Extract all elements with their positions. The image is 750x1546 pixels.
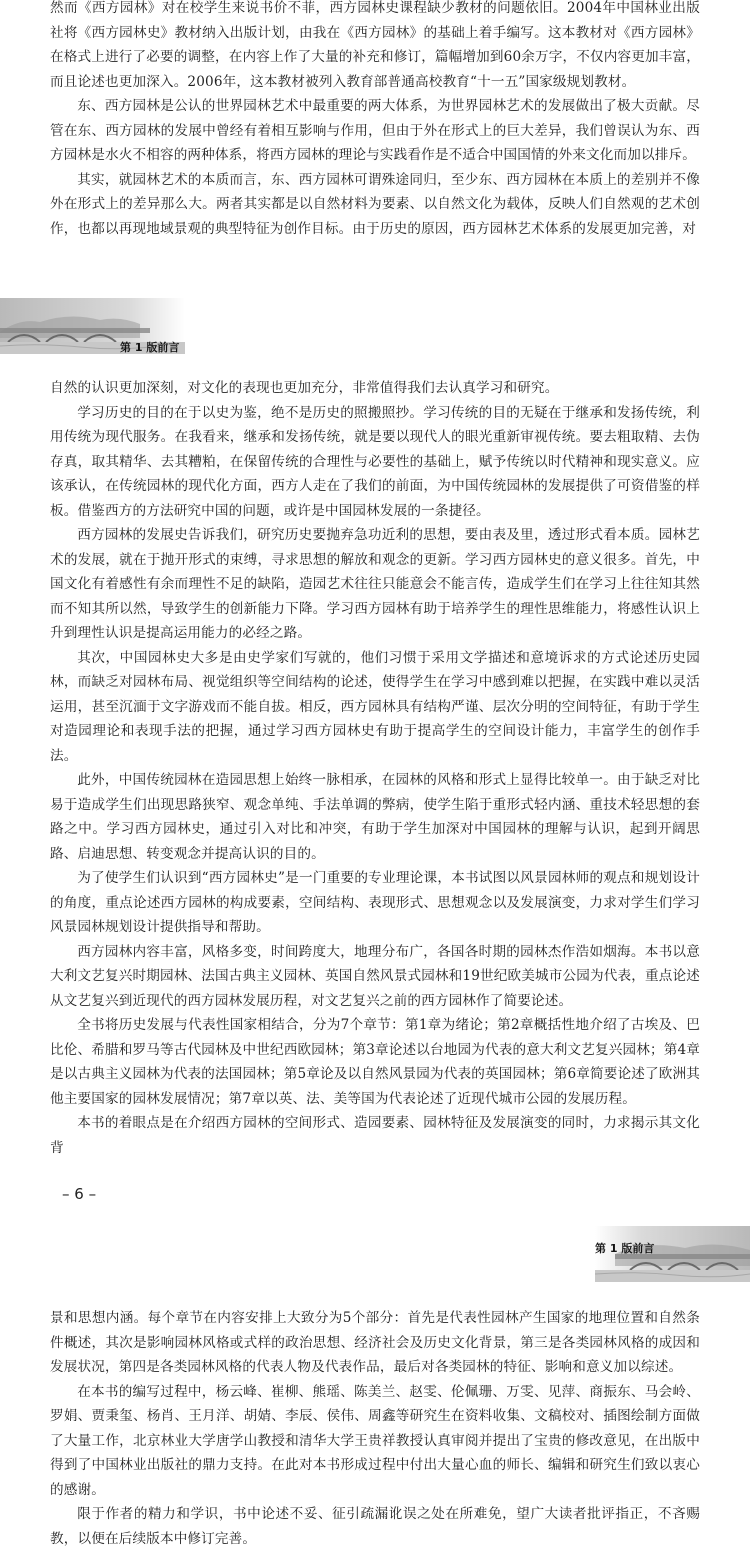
paragraph: 东、西方园林是公认的世界园林艺术中最重要的两大体系，为世界园林艺术的发展做出了极大贡献。尽管在东、西方园林的发展中曾经有着相互影响与作用，但由于外在形式上的巨大差异，我们曾误认为东、西方园林是水火不相容的两种体系，将西方园林的理论与实践看作是不适合中国国情的外来文化而加以排斥。 [50,98,700,163]
paragraph: 景和思想内涵。每个章节在内容安排上大致分为5个部分：首先是代表性园林产生国家的地理位置和自然条件概述，其次是影响园林风格或式样的政治思想、经济社会及历史文化背景，第三是各类园林风格的成因和发展状况，第四是各类园林风格的代表人物及代表作品，最后对各类园林的特征、影响和意义加以综述。 [50,1310,700,1375]
running-header-right [595,1226,750,1282]
paragraph: 然而《西方园林》对在校学生来说书价不菲，西方园林史课程缺少教材的问题依旧。2004年中国林业出版社将《西方园林史》教材纳入出版计划，由我在《西方园林》的基础上着手编写。这本教材对《西方园林》在格式上进行了必要的调整，在内容上作了大量的补充和修订，篇幅增加到60余万字，不仅内容更加丰富，而且论述也更加深入。2006年，这本教材被列入教育部普通高校教育“十一五”国家级规划教材。 [50,0,700,90]
paragraph: 学习历史的目的在于以史为鉴，绝不是历史的照搬照抄。学习传统的目的无疑在于继承和发扬传统，利用传统为现代服务。在我看来，继承和发扬传统，就是要以现代人的眼光重新审视传统。要去粗取精、去伪存真，取其精华、去其糟粕，在保留传统的合理性与必要性的基础上，赋予传统以时代精神和现实意义。应该承认，在传统园林的现代化方面，西方人走在了我们的前面，为中国传统园林的发展提供了可资借鉴的样板。借鉴西方的方法研究中国的问题，或许是中国园林发展的一条捷径。 [50,404,700,519]
page-middle-text [0,376,750,1160]
paragraph: 此外，中国传统园林在造园思想上始终一脉相承，在园林的风格和形式上显得比较单一。由于缺乏对比易于造成学生们出现思路狭窄、观念单纯、手法单调的弊病，使学生陷于重形式轻内涵、重技术轻思想的套路之中。学习西方园林史，通过引入对比和冲突，有助于学生加深对中国园林的理解与认识，起到开阔思路、启迪思想、转变观念并提高认识的目的。 [50,772,700,862]
paragraph: 其次，中国园林史大多是由史学家们写就的，他们习惯于采用文学描述和意境诉求的方式论述历史园林，而缺乏对园林布局、视觉组织等空间结构的论述，使得学生在学习中感到难以把握，在实践中难以灵活运用，甚至沉湎于文字游戏而不能自拔。相反，西方园林具有结构严谨、层次分明的空间特征，有助于学生对造园理论和表现手法的把握，通过学习西方园林史有助于提高学生的空间设计能力，丰富学生的创作手法。 [50,649,700,764]
paragraph: 在本书的编写过程中，杨云峰、崔柳、熊瑶、陈美兰、赵雯、伦佩珊、万雯、见萍、商振东、马会岭、罗娟、贾秉玺、杨肖、王月洋、胡婧、李辰、侯伟、周鑫等研究生在资料收集、文稿校对、插图绘制方面做了大量工作，北京林业大学唐学山教授和清华大学王贵祥教授认真审阅并提出了宝贵的修改意见，在出版中得到了中国林业出版社的鼎力支持。在此对本书形成过程中付出大量心血的师长、编辑和研究生们致以衷心的感谢。 [50,1383,700,1498]
paragraph: 本书的着眼点是在介绍西方园林的空间形式、造园要素、园林特征及发展演变的同时，力求揭示其文化背 [50,1115,700,1156]
paragraph: 限于作者的精力和学识，书中论述不妥、征引疏漏讹误之处在所难免，望广大读者批评指正，不吝赐教，以便在后续版本中修订完善。 [50,1506,700,1546]
paragraph: 其实，就园林艺术的本质而言，东、西方园林可谓殊途同归，至少东、西方园林在本质上的差别并不像外在形式上的差异那么大。两者其实都是以自然材料为要素、以自然文化为载体，反映人们自然观的艺术创作，也都以再现地域景观的典型特征为创作目标。由于历史的原因，西方园林艺术体系的发展更加完善，对 [50,171,700,237]
page-bottom-text [0,1306,750,1546]
page-top-text [0,0,750,241]
page-number: – 6 – [62,1185,97,1203]
paragraph: 全书将历史发展与代表性国家相结合，分为7个章节：第1章为绪论；第2章概括性地介绍了古埃及、巴比伦、希腊和罗马等古代园林及中世纪西欧园林；第3章论述以台地园为代表的意大利文艺复兴园林；第4章是以古典主义园林为代表的法国园林；第5章论及以自然风景园为代表的英国园林；第6章简要论述了欧洲其他主要国家的园林发展情况；第7章以英、法、美等国为代表论述了近现代城市公园的发展历程。 [50,1017,700,1107]
paragraph: 自然的认识更加深刻，对文化的表现也更加充分，非常值得我们去认真学习和研究。 [50,380,559,396]
paragraph: 西方园林的发展史告诉我们，研究历史要抛弃急功近利的思想，要由表及里，透过形式看本质。园林艺术的发展，就在于抛开形式的束缚，寻求思想的解放和观念的更新。学习西方园林史的意义很多。首先，中国文化有着感性有余而理性不足的缺陷，造园艺术往往只能意会不能言传，造成学生们在学习上往往知其然而不知其所以然，导致学生的创新能力下降。学习西方园林有助于培养学生的理性思维能力，将感性认识上升到理性认识是提高运用能力的必经之路。 [50,527,700,641]
paragraph: 为了使学生们认识到“西方园林史”是一门重要的专业理论课，本书试图以风景园林师的观点和规划设计的角度，重点论述西方园林的构成要素，空间结构、表现形式、思想观念以及发展演变，力求对学生们学习风景园林规划设计提供指导和帮助。 [50,870,700,935]
header-label: 第 1 版前言 [120,341,180,354]
paragraph: 西方园林内容丰富，风格多变，时间跨度大，地理分布广，各国各时期的园林杰作浩如烟海。本书以意大利文艺复兴时期园林、法国古典主义园林、英国自然风景式园林和19世纪欧美城市公园为代表，重点论述从文艺复兴到近现代的西方园林发展历程，对文艺复兴之前的西方园林作了简要论述。 [50,943,700,1009]
header-label: 第 1 版前言 [595,1242,655,1255]
running-header-left [0,298,185,354]
